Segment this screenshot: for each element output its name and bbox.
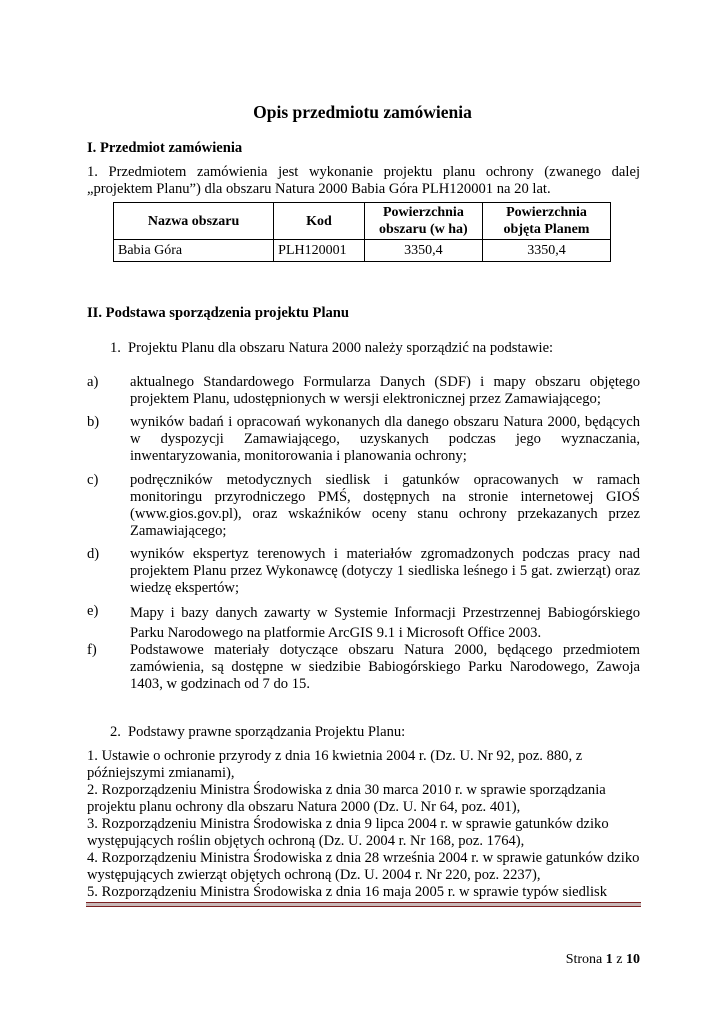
list-item — [87, 546, 640, 597]
legal-basis-item: 5. Rozporządzeniu Ministra Środowiska z dnia 16 maja 2005 r. w sprawie typów siedlisk — [87, 884, 608, 900]
table-header-cell: Powierzchnia objęta Planem — [483, 203, 611, 240]
list-item-text: aktualnego Standardowego Formularza Danych (SDF) i mapy obszaru objętego projektem Planu, udostępnionych w wersji elektronicznej przez Zamawiającego; — [130, 374, 640, 407]
list-item-text: wyników badań i opracowań wykonanych dla danego obszaru Natura 2000, będących w dyspozycji Zamawiającego, uzyskanych podczas jego wyznaczania, inwentaryzowania, monitorowania i planowania ochrony; — [130, 414, 640, 464]
footer-divider — [86, 902, 641, 907]
section-1-heading: I. Przedmiot zamówienia — [87, 140, 243, 156]
table-cell: 3350,4 — [364, 240, 482, 262]
page-label: Strona — [565, 952, 603, 967]
legal-basis-item: 1. Ustawie o ochronie przyrody z dnia 16 kwietnia 2004 r. (Dz. U. Nr 92, poz. 880, z późniejszymi zmianami), — [87, 748, 583, 781]
legal-basis-list — [87, 748, 640, 901]
list-item-text: wyników ekspertyz terenowych i materiałów zgromadzonych podczas pracy nad projektem Planu przez Wykonawcę (dotyczy 1 siedliska leśnego i 5 gat. zwierząt) oraz wiedzę ekspertów; — [130, 546, 640, 596]
list-item-label: c) — [87, 472, 99, 488]
list-item-label: f) — [87, 642, 97, 658]
list-item — [87, 642, 640, 693]
page-number — [566, 951, 640, 968]
list-item — [87, 374, 640, 408]
list-item-text: Mapy i bazy danych zawarty w Systemie Informacji Przestrzennej Babiogórskiego Parku Narodowego na platformie ArcGIS 9.1 i Microsoft Office 2003. — [130, 605, 640, 641]
list-item-text: podręczników metodycznych siedlisk i gatunków opracowanych w ramach monitoringu przyrodniczego PMŚ, dostępnych na stronie internetowej GIOŚ (www.gios.gov.pl), oraz wskaźników oceny stanu ochrony przekazanych przez Zamawiającego; — [130, 472, 640, 539]
list-item-label: e) — [87, 603, 99, 619]
point-1-text: Projektu Planu dla obszaru Natura 2000 należy sporządzić na podstawie: — [128, 340, 554, 356]
list-item-text: Podstawowe materiały dotyczące obszaru Natura 2000, będącego przedmiotem zamówienia, są dostępne w siedzibie Babiogórskiego Parku Narodowego, Zawoja 1403, w godzinach od 7 do 15. — [130, 642, 640, 692]
current-page: 1 — [605, 952, 613, 967]
table-header-cell: Nazwa obszaru — [114, 203, 274, 240]
section-1-paragraph: 1. Przedmiotem zamówienia jest wykonanie projektu planu ochrony (zwanego dalej „projektem Planu”) dla obszaru Natura 2000 Babia Góra PLH120001 na 20 lat. — [87, 164, 640, 197]
total-pages: 10 — [626, 952, 640, 967]
table-header-cell: Kod — [274, 203, 365, 240]
legal-basis-item: 4. Rozporządzeniu Ministra Środowiska z dnia 28 września 2004 r. w sprawie gatunków dziko występujących zwierząt objętych ochroną (Dz. U. 2004 r. Nr 220, poz. 2237), — [87, 850, 640, 883]
legal-basis-item: 3. Rozporządzeniu Ministra Środowiska z dnia 9 lipca 2004 r. w sprawie gatunków dziko występujących roślin objętych ochroną (Dz. U. 2004 r. Nr 168, poz. 1764), — [87, 816, 609, 849]
point-2-text: Podstawy prawne sporządzania Projektu Planu: — [128, 724, 406, 740]
table-cell: Babia Góra — [114, 240, 274, 262]
point-1 — [110, 340, 640, 357]
point-1-label: 1. — [110, 340, 121, 356]
legal-basis-item: 2. Rozporządzeniu Ministra Środowiska z dnia 30 marca 2010 r. w sprawie sporządzania projektu planu ochrony dla obszaru Natura 2000 (Dz. U. Nr 64, poz. 401), — [87, 782, 606, 815]
point-2-label: 2. — [110, 724, 121, 740]
list-item-label: b) — [87, 414, 100, 430]
list-item — [87, 414, 640, 465]
page-title: Opis przedmiotu zamówienia — [253, 102, 472, 122]
table-header-row — [114, 203, 611, 240]
list-item — [87, 603, 640, 643]
page-separator: z — [616, 952, 623, 967]
point-2 — [110, 724, 640, 741]
section-2-heading: II. Podstawa sporządzenia projektu Planu — [87, 305, 350, 321]
table-row — [114, 240, 611, 262]
table-header-cell: Powierzchnia obszaru (w ha) — [364, 203, 482, 240]
areas-table — [113, 202, 611, 262]
table-cell: 3350,4 — [483, 240, 611, 262]
list-item-label: a) — [87, 374, 99, 390]
list-item-label: d) — [87, 546, 100, 562]
list-item — [87, 472, 640, 540]
table-cell: PLH120001 — [274, 240, 365, 262]
